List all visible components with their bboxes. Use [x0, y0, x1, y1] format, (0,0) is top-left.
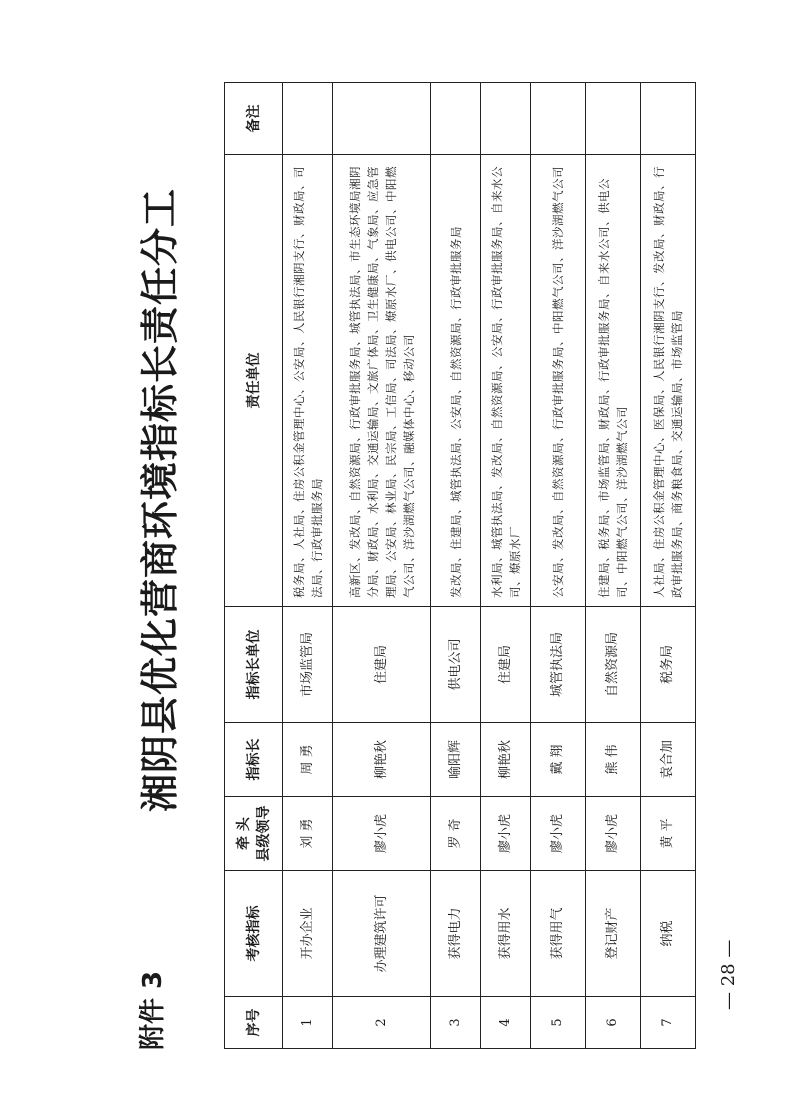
cell-leader: 廖小虎: [531, 797, 586, 871]
header-remarks: 备注: [225, 83, 283, 155]
header-seq: 序号: [225, 997, 283, 1049]
cell-chief: 周 勇: [283, 723, 333, 797]
responsibility-table: [224, 82, 696, 1049]
header-chief-unit: 指标长单位: [225, 607, 283, 723]
cell-chief-unit: 住建局: [333, 607, 431, 723]
cell-chief-unit: 住建局: [481, 607, 531, 723]
cell-chief: 袁合加: [641, 723, 696, 797]
cell-remarks: [333, 83, 431, 155]
cell-units: 发改局、住建局、城管执法局、公安局、自然资源局、行政审批服务局: [431, 155, 481, 607]
annex-label: 附件 3: [138, 970, 168, 1050]
cell-leader: 廖小虎: [586, 797, 641, 871]
cell-remarks: [586, 83, 641, 155]
cell-chief: 柳艳秋: [481, 723, 531, 797]
cell-indicator: 办理建筑许可: [333, 871, 431, 997]
header-leader: [225, 797, 283, 871]
table-header-row: [225, 83, 283, 1049]
table-row: [586, 83, 641, 1049]
cell-leader: 廖小虎: [481, 797, 531, 871]
cell-seq: 6: [586, 997, 641, 1049]
page-title: 湘阴县优化营商环境指标长责任分工: [137, 188, 182, 813]
cell-remarks: [283, 83, 333, 155]
cell-units: 人社局、住房公积金管理中心、医保局、人民银行湘阴支行、发改局、财政局、行政审批服务局、商务粮食局、交通运输局、市场监管局: [641, 155, 696, 607]
header-leader-top: 牵 头: [235, 817, 252, 850]
header-chief: 指标长: [225, 723, 283, 797]
cell-indicator: 获得用气: [531, 871, 586, 997]
cell-remarks: [641, 83, 696, 155]
cell-indicator: 登记财产: [586, 871, 641, 997]
cell-units: 税务局、人社局、住房公积金管理中心、公安局、人民银行湘阴支行、财政局、司法局、行政审批服务局: [283, 155, 333, 607]
table-row: [431, 83, 481, 1049]
cell-chief: 熊 伟: [586, 723, 641, 797]
cell-units: 住建局、税务局、市场监管局、财政局、行政审批服务局、自来水公司、供电公司、中阳燃气公司、洋沙湖燃气公司: [586, 155, 641, 607]
cell-chief: 喻阳辉: [431, 723, 481, 797]
cell-seq: 4: [481, 997, 531, 1049]
page-number: — 28 —: [718, 939, 739, 1010]
cell-leader: 廖小虎: [333, 797, 431, 871]
cell-remarks: [531, 83, 586, 155]
table-row: [481, 83, 531, 1049]
cell-chief-unit: 税务局: [641, 607, 696, 723]
cell-chief-unit: 自然资源局: [586, 607, 641, 723]
cell-leader: 黄 平: [641, 797, 696, 871]
cell-indicator: 开办企业: [283, 871, 333, 997]
cell-chief: 戴 翔: [531, 723, 586, 797]
cell-units: 水利局、城管执法局、发改局、自然资源局、公安局、行政审批服务局、自来水公司、燎原水厂: [481, 155, 531, 607]
cell-chief-unit: 市场监管局: [283, 607, 333, 723]
cell-chief-unit: 城管执法局: [531, 607, 586, 723]
header-units: 责任单位: [225, 155, 283, 607]
table-row: [531, 83, 586, 1049]
cell-units: 公安局、发改局、自然资源局、行政审批服务局、中阳燃气公司、洋沙湖燃气公司: [531, 155, 586, 607]
table-row: [333, 83, 431, 1049]
cell-indicator: 获得电力: [431, 871, 481, 997]
cell-indicator: 纳税: [641, 871, 696, 997]
header-indicator: 考核指标: [225, 871, 283, 997]
cell-chief: 柳艳秋: [333, 723, 431, 797]
cell-seq: 2: [333, 997, 431, 1049]
cell-seq: 1: [283, 997, 333, 1049]
cell-units: 高新区、发改局、自然资源局、行政审批服务局、城管执法局、市生态环境局湘阴分局、财政局、水利局、交通运输局、文旅广体局、卫生健康局、气象局、应急管理局、公安局、林业局、民宗局、工信局、司法局、燎原水厂、供电公司、中阳燃气公司、洋沙湖燃气公司、融媒体中心、移动公司: [333, 155, 431, 607]
cell-seq: 7: [641, 997, 696, 1049]
cell-chief-unit: 供电公司: [431, 607, 481, 723]
table-row: [283, 83, 333, 1049]
table-row: [641, 83, 696, 1049]
cell-remarks: [481, 83, 531, 155]
cell-seq: 5: [531, 997, 586, 1049]
cell-remarks: [431, 83, 481, 155]
cell-indicator: 获得用水: [481, 871, 531, 997]
responsibility-table-container: [224, 83, 695, 1049]
cell-leader: 罗 奇: [431, 797, 481, 871]
cell-leader: 刘 勇: [283, 797, 333, 871]
cell-seq: 3: [431, 997, 481, 1049]
header-leader-bottom: 县级领导: [255, 805, 272, 862]
